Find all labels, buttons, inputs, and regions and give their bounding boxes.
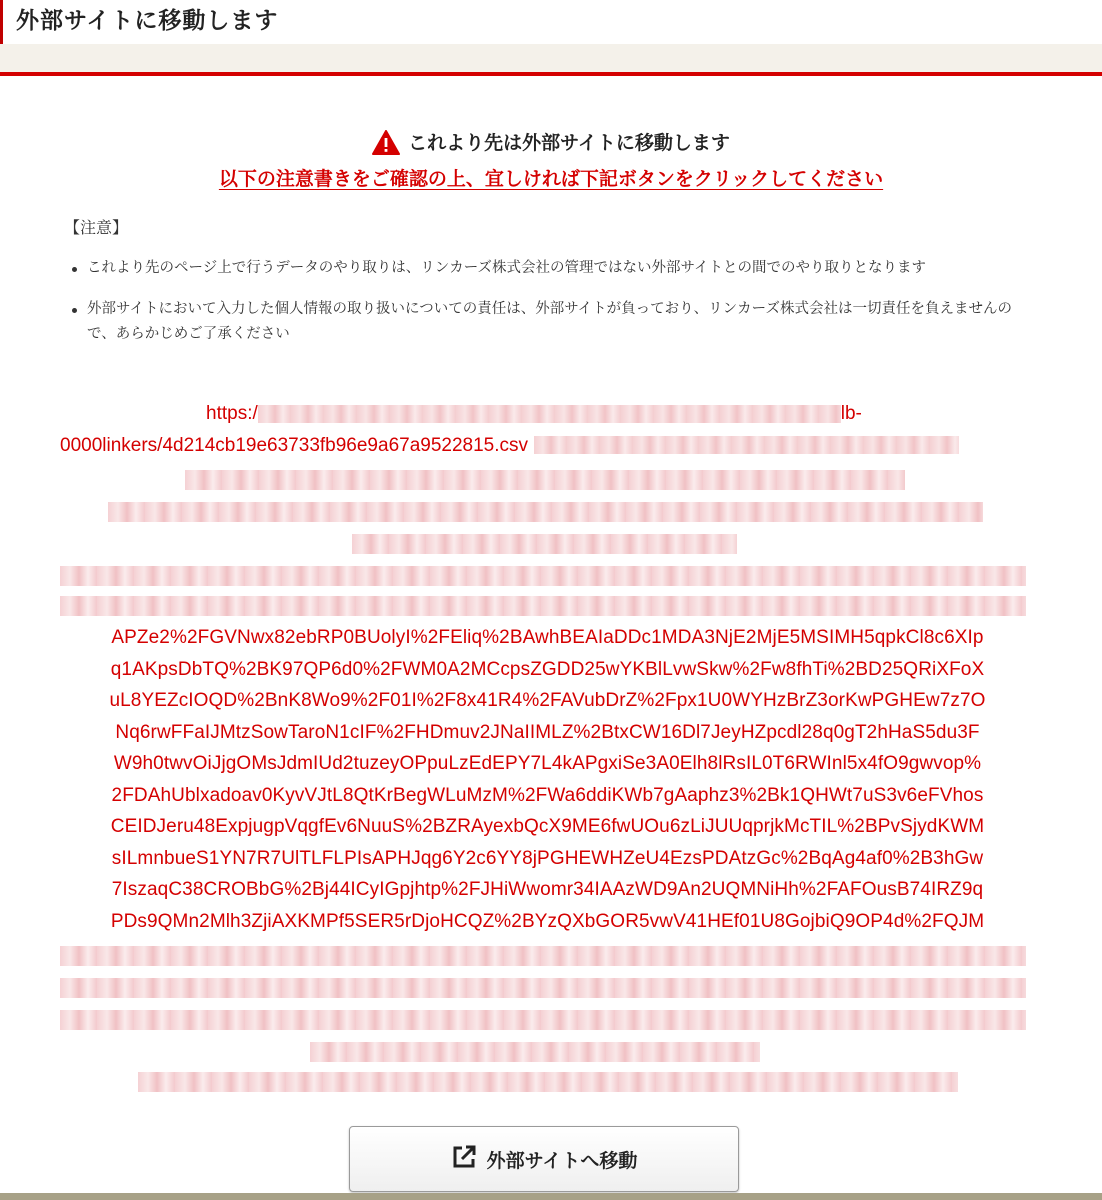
redacted-area-bottom [60,938,1030,1093]
destination-url[interactable] [60,398,1032,461]
page-header [0,0,1102,44]
url-prefix: https:/ [206,403,258,425]
external-link-icon [451,1144,477,1175]
url-query-text: APZe2%2FGVNwx82ebRP0BUolyI%2FEliq%2BAwhBEAIaDDc1MDA3NjE2MjE5MSIMH5qpkCl8c6XIp q1AKpsDbTQ%2BK97QP6d0%2FWM0A2MCcpsZGDD25wYKBlLvwSkw%2Fw8fhTi%2BD25QRiXFoX uL8YEZcIOQD%2BnK8Wo9%2F01I%2F8x41R4%2FAVubDrZ%2Fpx1U0WYHzBrZ3orKwPGHEw7z7O Nq6rwFFaIJMtzSowTaroN1cIF%2FHDmuv2JNaIIMLZ%2BtxCW16Dl7JeyHZpcdl28q0gT2hHaS5du3F W9h0twvOiJjgOMsJdmIUd2tuzeyOPpuLzEdEPY7L4kAPgxiSe3A0Elh8lRsIL0T6RWInl5x4fO9gwvop% 2FDAhUblxadoav0KyvVJtL8QtKrBegWLuMzM%2FWa6ddiKWb7gAaphz3%2Bk1QHWt7uS3v6eFVhos CEIDJeru48ExpjugpVqgfEv6NuuS%2BZRAyexbQcX9ME6fwUOu6zLiJUUqprjkMcTIL%2BPvSjydKWM sILmnbueS1YN7R7UlTLFLPIsAPHJqg6Y2c6YY8jPGHEWHZeU4EzsPDAtzGc%2BqAg4af0%2B3hGw 7IszaqC38CROBbG%2Bj44ICyIGpjhtp%2FJHiWwomr34IAAzWD9An2UQMNiHh%2FAFOusB74IRZ9q PDs9QMn2Mlh3ZjiAXKMPf5SER5rDjoHCQZ%2BYzQXbGOR5vwV41HEf01U8GojbiQ9OP4d%2FQJM [109,627,986,932]
redacted-block [534,436,959,454]
warning-instruction: 以下の注意書きをご確認の上、宜しければ下記ボタンをクリックしてください [218,168,884,190]
url-suffix: lb- [840,403,862,425]
header-band [0,44,1102,72]
warning-icon [372,130,400,160]
list-item: 外部サイトにおいて入力した個人情報の取り扱いについての責任は、外部サイトが負っており、リンカーズ株式会社は一切責任を負えませんので、あらかじめご了承ください [70,297,1030,347]
page-title: 外部サイトに移動します [16,8,279,34]
list-item: これより先のページ上で行うデータのやり取りは、リンカーズ株式会社の管理ではない外部サイトとの間でのやり取りとなります [70,256,1030,281]
footer-band [0,1193,1102,1200]
go-to-external-site-button[interactable] [349,1126,739,1192]
redacted-block [258,405,841,423]
caution-list [70,256,1030,363]
header-divider [0,72,1102,76]
url-path: 0000linkers/4d214cb19e63733fb96e9a67a9522815.csv [60,434,529,456]
caution-title: 【注意】 [64,218,129,237]
warning-heading: これより先は外部サイトに移動します [408,132,730,154]
button-label: 外部サイトへ移動 [486,1149,638,1172]
warning-heading-row [0,128,1102,162]
redacted-area-top [60,462,1030,622]
